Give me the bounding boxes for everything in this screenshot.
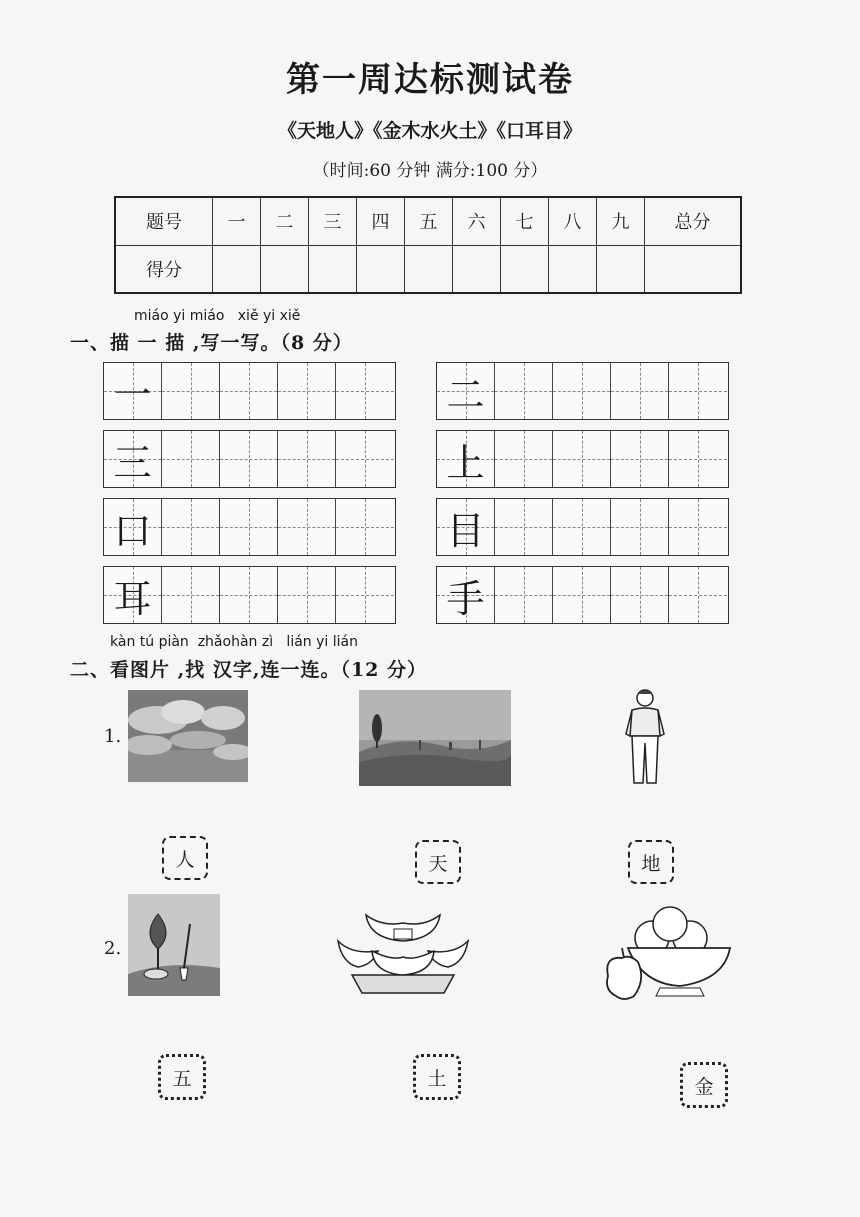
writing-cell[interactable] (611, 567, 669, 623)
writing-cell[interactable] (611, 363, 669, 419)
writing-cell[interactable] (669, 431, 727, 487)
writing-cell[interactable] (162, 363, 220, 419)
writing-cell[interactable] (278, 499, 336, 555)
question-number: 1. (104, 726, 122, 747)
score-table-header-row (115, 197, 741, 245)
score-input-cell[interactable] (213, 245, 261, 293)
score-header-cell: 二 (261, 197, 309, 245)
hanzi-card-tian[interactable]: 天 (415, 840, 461, 884)
writing-cell[interactable] (495, 499, 553, 555)
score-header-cell: 四 (357, 197, 405, 245)
section1-title: 一、描 一 描 ,写一写。（8 分） (70, 332, 353, 354)
writing-cell[interactable] (278, 567, 336, 623)
model-character-cell (437, 431, 495, 487)
model-character-cell (104, 499, 162, 555)
score-header-cell: 六 (453, 197, 501, 245)
model-character: 上 (446, 440, 485, 485)
writing-cell[interactable] (669, 567, 727, 623)
model-character: 一 (113, 372, 152, 417)
score-header-cell: 五 (405, 197, 453, 245)
score-table-score-row (115, 245, 741, 293)
writing-cell[interactable] (220, 431, 278, 487)
tracing-grid-row (436, 362, 729, 420)
model-character-cell (104, 567, 162, 623)
writing-cell[interactable] (553, 567, 611, 623)
model-character: 口 (113, 508, 152, 553)
sky-picture (128, 690, 248, 782)
writing-cell[interactable] (220, 499, 278, 555)
writing-cell[interactable] (669, 499, 727, 555)
writing-cell[interactable] (495, 431, 553, 487)
score-input-cell[interactable] (405, 245, 453, 293)
hanzi-card-jin[interactable]: 金 (680, 1062, 728, 1108)
section2-pinyin: kàn tú piàn zhǎohàn zì lián yi lián (110, 634, 358, 650)
score-header-cell: 总分 (645, 197, 742, 245)
model-character: 二 (446, 372, 485, 417)
section1-pinyin: miáo yi miáo xiě yi xiě (134, 308, 301, 324)
score-header-cell: 九 (597, 197, 645, 245)
writing-cell[interactable] (336, 567, 394, 623)
score-header-cell: 七 (501, 197, 549, 245)
model-character-cell (104, 363, 162, 419)
time-score-info: （时间:60 分钟 满分:100 分） (312, 161, 548, 181)
writing-cell[interactable] (611, 499, 669, 555)
model-character-cell (437, 499, 495, 555)
writing-cell[interactable] (162, 431, 220, 487)
score-input-cell[interactable] (261, 245, 309, 293)
tracing-grid-row (103, 362, 396, 420)
tracing-grid-row (436, 430, 729, 488)
score-input-cell[interactable] (549, 245, 597, 293)
score-input-cell[interactable] (645, 245, 742, 293)
person-picture (620, 688, 670, 788)
writing-cell[interactable] (220, 363, 278, 419)
model-character: 手 (446, 576, 485, 621)
score-header-cell: 题号 (115, 197, 213, 245)
tracing-grid-row (436, 566, 729, 624)
tracing-grid-row (103, 498, 396, 556)
writing-cell[interactable] (336, 363, 394, 419)
writing-cell[interactable] (336, 499, 394, 555)
writing-cell[interactable] (220, 567, 278, 623)
score-input-cell[interactable] (501, 245, 549, 293)
hanzi-card-ren[interactable]: 人 (162, 836, 208, 880)
writing-cell[interactable] (336, 431, 394, 487)
hanzi-card-di[interactable]: 地 (628, 840, 674, 884)
model-character: 三 (113, 440, 152, 485)
score-input-cell[interactable] (309, 245, 357, 293)
writing-cell[interactable] (162, 567, 220, 623)
score-header-cell: 八 (549, 197, 597, 245)
writing-cell[interactable] (611, 431, 669, 487)
score-header-cell: 一 (213, 197, 261, 245)
apple-bowl-picture (600, 906, 735, 1006)
hanzi-card-wu[interactable]: 五 (158, 1054, 206, 1100)
model-character: 耳 (113, 576, 152, 621)
score-input-cell[interactable] (357, 245, 405, 293)
writing-cell[interactable] (162, 499, 220, 555)
score-row-label: 得分 (115, 245, 213, 293)
gold-ingots-picture (332, 905, 474, 997)
writing-cell[interactable] (495, 363, 553, 419)
model-character-cell (437, 567, 495, 623)
writing-cell[interactable] (278, 431, 336, 487)
tracing-grid-row (103, 566, 396, 624)
score-table (114, 196, 742, 294)
page-title: 第一周达标测试卷 (286, 60, 574, 100)
score-input-cell[interactable] (453, 245, 501, 293)
tracing-grid-row (103, 430, 396, 488)
model-character-cell (437, 363, 495, 419)
writing-cell[interactable] (669, 363, 727, 419)
writing-cell[interactable] (495, 567, 553, 623)
section2-title: 二、看图片 ,找 汉字,连一连。（12 分） (70, 659, 428, 681)
writing-cell[interactable] (278, 363, 336, 419)
writing-cell[interactable] (553, 431, 611, 487)
landscape-picture (359, 690, 511, 786)
seedling-soil-picture (128, 894, 220, 996)
tracing-grid-row (436, 498, 729, 556)
writing-cell[interactable] (553, 499, 611, 555)
question-number: 2. (104, 938, 122, 959)
model-character: 目 (446, 508, 485, 553)
hanzi-card-tu[interactable]: 土 (413, 1054, 461, 1100)
model-character-cell (104, 431, 162, 487)
writing-cell[interactable] (553, 363, 611, 419)
score-input-cell[interactable] (597, 245, 645, 293)
page-subtitle: 《天地人》《金木水火土》《口耳目》 (277, 120, 582, 142)
score-header-cell: 三 (309, 197, 357, 245)
